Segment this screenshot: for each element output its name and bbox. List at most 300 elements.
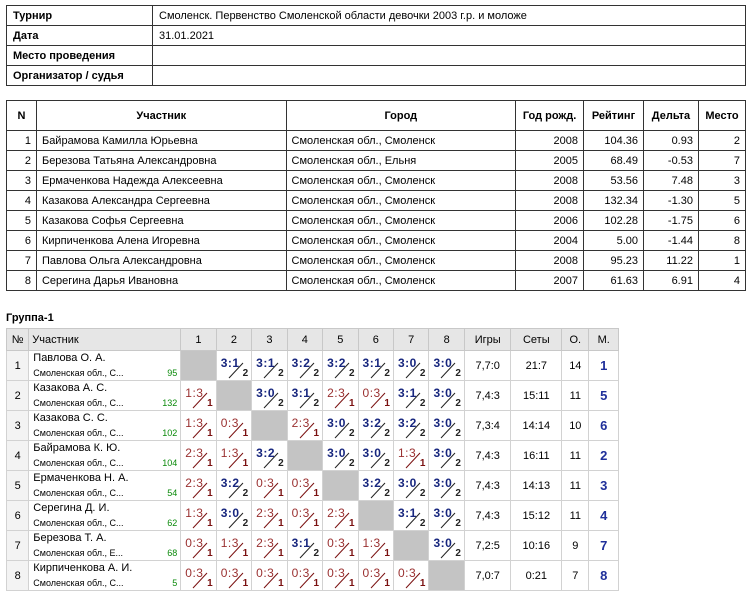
- match-result-cell: [287, 471, 322, 501]
- match-result-cell: [287, 411, 322, 441]
- player-number: 2: [7, 381, 29, 411]
- match-result-cell: [393, 441, 428, 471]
- games-total: 7,3:4: [464, 411, 511, 441]
- player-number: 3: [7, 411, 29, 441]
- final-place: 6: [589, 411, 619, 441]
- final-place: 8: [589, 561, 619, 591]
- match-points: 1: [207, 488, 213, 499]
- match-score: [288, 381, 322, 410]
- player-cell: [29, 471, 181, 501]
- set-score: 3:0: [433, 416, 453, 430]
- sets-total: 15:11: [511, 381, 562, 411]
- final-place: 4: [589, 501, 619, 531]
- participant-name: Серегина Дарья Ивановна: [36, 271, 286, 291]
- rating: 61.63: [584, 271, 644, 291]
- participant-name: Березова Татьяна Александровна: [36, 151, 286, 171]
- set-score: 1:3: [362, 536, 381, 550]
- player-cell: [29, 531, 181, 561]
- match-result-cell: [287, 381, 322, 411]
- place: 6: [698, 211, 745, 231]
- player-city: Смоленская обл., С...: [33, 398, 124, 408]
- player-cell: [29, 441, 181, 471]
- match-points: 2: [242, 488, 249, 499]
- set-score: 0:3: [291, 566, 310, 580]
- player-number: 7: [7, 531, 29, 561]
- player-number: 5: [7, 471, 29, 501]
- match-points: 1: [207, 578, 213, 589]
- match-score: [394, 411, 428, 440]
- birth-year: 2004: [516, 231, 584, 251]
- participant-name: Казакова Александра Сергеевна: [36, 191, 286, 211]
- match-points: 2: [242, 518, 249, 529]
- match-result-cell: [252, 561, 287, 591]
- match-result-cell: [358, 351, 393, 381]
- set-score: 3:1: [362, 356, 382, 370]
- crosstable-row: [7, 441, 619, 471]
- set-score: 1:3: [185, 506, 204, 520]
- player-city: Смоленская обл., С...: [33, 368, 124, 378]
- final-place: 5: [589, 381, 619, 411]
- col-header-opponent-5: 5: [323, 329, 358, 351]
- place: 2: [698, 131, 745, 151]
- header-delta: Дельта: [644, 101, 699, 131]
- crosstable-row: [7, 501, 619, 531]
- info-row-date: [7, 26, 746, 46]
- games-total: 7,4:3: [464, 441, 511, 471]
- match-score: [181, 561, 215, 590]
- participant-city: Смоленская обл., Смоленск: [286, 211, 516, 231]
- match-points: 1: [242, 578, 249, 589]
- player-number: 1: [7, 351, 29, 381]
- match-score: [217, 531, 251, 560]
- player-city: Смоленская обл., С...: [33, 458, 124, 468]
- crosstable-row: [7, 351, 619, 381]
- date-label: Дата: [7, 26, 153, 46]
- match-score: [217, 441, 251, 470]
- match-points: 1: [242, 428, 249, 439]
- match-points: 1: [278, 518, 284, 529]
- player-city: Смоленская обл., Е...: [33, 548, 124, 558]
- sets-total: 14:14: [511, 411, 562, 441]
- match-points: 1: [207, 548, 213, 559]
- match-score: [181, 381, 215, 410]
- crosstable-row: [7, 381, 619, 411]
- match-score: [252, 531, 286, 560]
- match-result-cell: [252, 441, 287, 471]
- points-total: 11: [562, 441, 589, 471]
- col-header-games: Игры: [464, 329, 511, 351]
- participant-row: [7, 211, 746, 231]
- match-score: [394, 501, 428, 530]
- set-score: 1:3: [397, 446, 417, 460]
- match-points: 1: [207, 428, 213, 439]
- delta: 11.22: [644, 251, 699, 271]
- set-score: 3:0: [327, 416, 346, 430]
- set-score: 0:3: [291, 506, 310, 520]
- match-score: [181, 411, 215, 440]
- participant-row: [7, 271, 746, 291]
- date-value: 31.01.2021: [153, 26, 746, 46]
- set-score: 0:3: [327, 536, 346, 550]
- match-score: [359, 561, 393, 590]
- rating: 104.36: [584, 131, 644, 151]
- match-points: 2: [384, 428, 390, 439]
- participants-table: [6, 100, 746, 291]
- points-total: 14: [562, 351, 589, 381]
- set-score: 3:2: [291, 356, 311, 370]
- header-city: Город: [286, 101, 516, 131]
- match-result-cell: [429, 351, 464, 381]
- match-score: [252, 471, 286, 500]
- player-name: Павлова О. А.: [33, 352, 106, 364]
- games-total: 7,0:7: [464, 561, 511, 591]
- match-score: [359, 411, 393, 440]
- match-points: 2: [455, 488, 461, 499]
- participant-name: Кирпиченкова Алена Игоревна: [36, 231, 286, 251]
- sets-total: 21:7: [511, 351, 562, 381]
- match-score: [217, 411, 251, 440]
- set-score: 2:3: [185, 476, 204, 490]
- set-score: 2:3: [256, 506, 275, 520]
- match-points: 2: [384, 488, 390, 499]
- points-total: 10: [562, 411, 589, 441]
- match-result-cell: [358, 411, 393, 441]
- match-score: [252, 561, 286, 590]
- match-result-cell: [429, 501, 464, 531]
- player-city: Смоленская обл., С...: [33, 518, 124, 528]
- match-score: [429, 471, 463, 500]
- match-score: [181, 531, 215, 560]
- crosstable-row: [7, 531, 619, 561]
- participant-row: [7, 151, 746, 171]
- set-score: 0:3: [220, 416, 239, 430]
- match-result-cell: [358, 471, 393, 501]
- rating: 53.56: [584, 171, 644, 191]
- games-total: 7,2:5: [464, 531, 511, 561]
- participant-city: Смоленская обл., Смоленск: [286, 191, 516, 211]
- participant-city: Смоленская обл., Смоленск: [286, 271, 516, 291]
- participant-name: Ермаченкова Надежда Алексеевна: [36, 171, 286, 191]
- birth-year: 2007: [516, 271, 584, 291]
- match-score: [181, 471, 215, 500]
- match-points: 1: [313, 578, 320, 589]
- match-result-cell: [181, 381, 216, 411]
- match-score: [288, 471, 322, 500]
- set-score: 1:3: [220, 536, 239, 550]
- match-score: [217, 351, 251, 380]
- participant-name: Павлова Ольга Александровна: [36, 251, 286, 271]
- match-points: 2: [455, 368, 461, 379]
- match-result-cell: [393, 381, 428, 411]
- match-score: [359, 351, 393, 380]
- match-points: 2: [455, 548, 461, 559]
- final-place: 3: [589, 471, 619, 501]
- tournament-label: Турнир: [7, 6, 153, 26]
- set-score: 3:2: [397, 416, 417, 430]
- player-name: Серегина Д. И.: [33, 502, 110, 514]
- match-score: [323, 441, 357, 470]
- match-points: 2: [455, 398, 461, 409]
- col-header-sets: Сеты: [511, 329, 562, 351]
- set-score: 3:2: [362, 416, 382, 430]
- player-rating: 68: [167, 548, 178, 558]
- points-total: 11: [562, 381, 589, 411]
- match-score: [181, 441, 215, 470]
- crosstable-header-row: [7, 329, 619, 351]
- tournament-info-table: [6, 5, 746, 86]
- place: 3: [698, 171, 745, 191]
- match-result-cell: [216, 561, 251, 591]
- match-points: 1: [348, 398, 355, 409]
- sets-total: 14:13: [511, 471, 562, 501]
- match-score: [323, 531, 357, 560]
- col-header-opponent-7: 7: [393, 329, 428, 351]
- place: 7: [698, 151, 745, 171]
- match-score: [394, 381, 428, 410]
- set-score: 3:0: [362, 446, 382, 460]
- match-score: [288, 351, 322, 380]
- match-result-cell: [181, 501, 216, 531]
- set-score: 0:3: [185, 566, 204, 580]
- match-points: 1: [384, 578, 390, 589]
- participant-name: Байрамова Камилла Юрьевна: [36, 131, 286, 151]
- sets-total: 15:12: [511, 501, 562, 531]
- match-result-cell: [252, 351, 287, 381]
- col-header-opponent-4: 4: [287, 329, 322, 351]
- match-points: 2: [278, 368, 284, 379]
- player-cell: [29, 381, 181, 411]
- match-result-cell: [358, 531, 393, 561]
- set-score: 0:3: [291, 476, 310, 490]
- match-result-cell: [252, 501, 287, 531]
- match-points: 2: [455, 428, 461, 439]
- rating: 102.28: [584, 211, 644, 231]
- player-rating: 132: [162, 398, 178, 408]
- player-cell: [29, 351, 181, 381]
- info-row-organizer: [7, 66, 746, 86]
- match-score: [252, 501, 286, 530]
- delta: -1.44: [644, 231, 699, 251]
- info-row-venue: [7, 46, 746, 66]
- games-total: 7,4:3: [464, 381, 511, 411]
- set-score: 3:1: [397, 506, 417, 520]
- sets-total: 16:11: [511, 441, 562, 471]
- match-result-cell: [393, 351, 428, 381]
- match-result-cell: [216, 531, 251, 561]
- set-score: 3:0: [397, 356, 417, 370]
- self-match-cell: [323, 471, 358, 501]
- set-score: 3:1: [291, 536, 311, 550]
- col-header-opponent-6: 6: [358, 329, 393, 351]
- row-number: 4: [7, 191, 37, 211]
- match-result-cell: [216, 441, 251, 471]
- col-header-participant: Участник: [29, 329, 181, 351]
- final-place: 2: [589, 441, 619, 471]
- match-score: [429, 441, 463, 470]
- match-points: 2: [313, 398, 320, 409]
- player-name: Ермаченкова Н. А.: [33, 472, 129, 484]
- col-header-opponent-3: 3: [252, 329, 287, 351]
- match-points: 2: [348, 368, 355, 379]
- place: 5: [698, 191, 745, 211]
- match-points: 2: [278, 458, 284, 469]
- match-points: 2: [384, 368, 390, 379]
- match-result-cell: [323, 351, 358, 381]
- rating: 68.49: [584, 151, 644, 171]
- place: 1: [698, 251, 745, 271]
- match-result-cell: [287, 561, 322, 591]
- match-points: 2: [242, 368, 249, 379]
- match-points: 2: [348, 458, 355, 469]
- match-points: 1: [278, 548, 284, 559]
- player-rating: 5: [172, 578, 178, 588]
- participant-row: [7, 171, 746, 191]
- match-score: [252, 381, 286, 410]
- match-score: [323, 501, 357, 530]
- match-score: [429, 351, 463, 380]
- match-score: [217, 501, 251, 530]
- participants-header-row: [7, 101, 746, 131]
- place: 4: [698, 271, 745, 291]
- participant-city: Смоленская обл., Смоленск: [286, 231, 516, 251]
- self-match-cell: [393, 531, 428, 561]
- header-participant: Участник: [36, 101, 286, 131]
- crosstable-row: [7, 411, 619, 441]
- participant-name: Казакова Софья Сергеевна: [36, 211, 286, 231]
- match-score: [394, 351, 428, 380]
- match-result-cell: [429, 471, 464, 501]
- match-result-cell: [429, 531, 464, 561]
- match-points: 2: [313, 368, 320, 379]
- self-match-cell: [181, 351, 216, 381]
- row-number: 1: [7, 131, 37, 151]
- set-score: 3:0: [433, 506, 453, 520]
- crosstable-row: [7, 561, 619, 591]
- match-points: 2: [313, 548, 320, 559]
- set-score: 0:3: [362, 386, 381, 400]
- participant-row: [7, 231, 746, 251]
- self-match-cell: [429, 561, 464, 591]
- match-result-cell: [429, 381, 464, 411]
- participant-row: [7, 251, 746, 271]
- points-total: 7: [562, 561, 589, 591]
- player-rating: 95: [167, 368, 178, 378]
- set-score: 3:1: [256, 356, 276, 370]
- match-result-cell: [216, 471, 251, 501]
- points-total: 9: [562, 531, 589, 561]
- player-number: 8: [7, 561, 29, 591]
- set-score: 3:0: [433, 356, 453, 370]
- header-place: Место: [698, 101, 745, 131]
- birth-year: 2008: [516, 191, 584, 211]
- self-match-cell: [358, 501, 393, 531]
- set-score: 0:3: [327, 566, 346, 580]
- match-result-cell: [252, 381, 287, 411]
- player-city: Смоленская обл., С...: [33, 428, 124, 438]
- set-score: 1:3: [220, 446, 239, 460]
- set-score: 0:3: [397, 566, 417, 580]
- match-score: [429, 531, 463, 560]
- match-score: [429, 381, 463, 410]
- match-score: [359, 471, 393, 500]
- info-row-tournament: [7, 6, 746, 26]
- rating: 132.34: [584, 191, 644, 211]
- player-name: Казакова А. С.: [33, 382, 108, 394]
- sets-total: 10:16: [511, 531, 562, 561]
- match-score: [217, 561, 251, 590]
- set-score: 0:3: [362, 566, 381, 580]
- row-number: 3: [7, 171, 37, 191]
- player-cell: [29, 411, 181, 441]
- birth-year: 2008: [516, 251, 584, 271]
- header-n: N: [7, 101, 37, 131]
- venue-label: Место проведения: [7, 46, 153, 66]
- set-score: 2:3: [327, 506, 346, 520]
- match-result-cell: [393, 411, 428, 441]
- participant-city: Смоленская обл., Смоленск: [286, 131, 516, 151]
- set-score: 2:3: [185, 446, 204, 460]
- match-points: 2: [455, 458, 461, 469]
- participant-city: Смоленская обл., Ельня: [286, 151, 516, 171]
- group-crosstable: [6, 328, 619, 591]
- match-score: [323, 561, 357, 590]
- match-score: [181, 501, 215, 530]
- match-result-cell: [323, 381, 358, 411]
- match-result-cell: [323, 501, 358, 531]
- match-points: 2: [419, 488, 426, 499]
- match-points: 1: [242, 458, 249, 469]
- set-score: 3:0: [220, 506, 240, 520]
- row-number: 5: [7, 211, 37, 231]
- match-points: 1: [278, 488, 284, 499]
- delta: 7.48: [644, 171, 699, 191]
- col-header-number: №: [7, 329, 29, 351]
- match-points: 2: [348, 428, 355, 439]
- match-result-cell: [287, 351, 322, 381]
- match-result-cell: [181, 471, 216, 501]
- col-header-opponent-2: 2: [216, 329, 251, 351]
- birth-year: 2008: [516, 131, 584, 151]
- match-points: 2: [419, 518, 426, 529]
- set-score: 3:2: [327, 356, 346, 370]
- set-score: 3:1: [220, 356, 240, 370]
- match-result-cell: [429, 411, 464, 441]
- match-result-cell: [181, 441, 216, 471]
- delta: -1.30: [644, 191, 699, 211]
- player-name: Березова Т. А.: [33, 532, 107, 544]
- set-score: 3:0: [433, 386, 453, 400]
- row-number: 7: [7, 251, 37, 271]
- player-rating: 102: [162, 428, 178, 438]
- match-score: [323, 411, 357, 440]
- set-score: 0:3: [185, 536, 204, 550]
- match-score: [288, 561, 322, 590]
- match-score: [288, 411, 322, 440]
- match-score: [252, 441, 286, 470]
- points-total: 11: [562, 471, 589, 501]
- set-score: 2:3: [256, 536, 275, 550]
- col-header-points: О.: [562, 329, 589, 351]
- participant-city: Смоленская обл., Смоленск: [286, 251, 516, 271]
- player-cell: [29, 561, 181, 591]
- match-points: 1: [207, 398, 213, 409]
- player-name: Байрамова К. Ю.: [33, 442, 121, 454]
- match-result-cell: [181, 531, 216, 561]
- match-points: 1: [278, 578, 284, 589]
- match-result-cell: [287, 501, 322, 531]
- set-score: 1:3: [185, 386, 204, 400]
- match-score: [359, 531, 393, 560]
